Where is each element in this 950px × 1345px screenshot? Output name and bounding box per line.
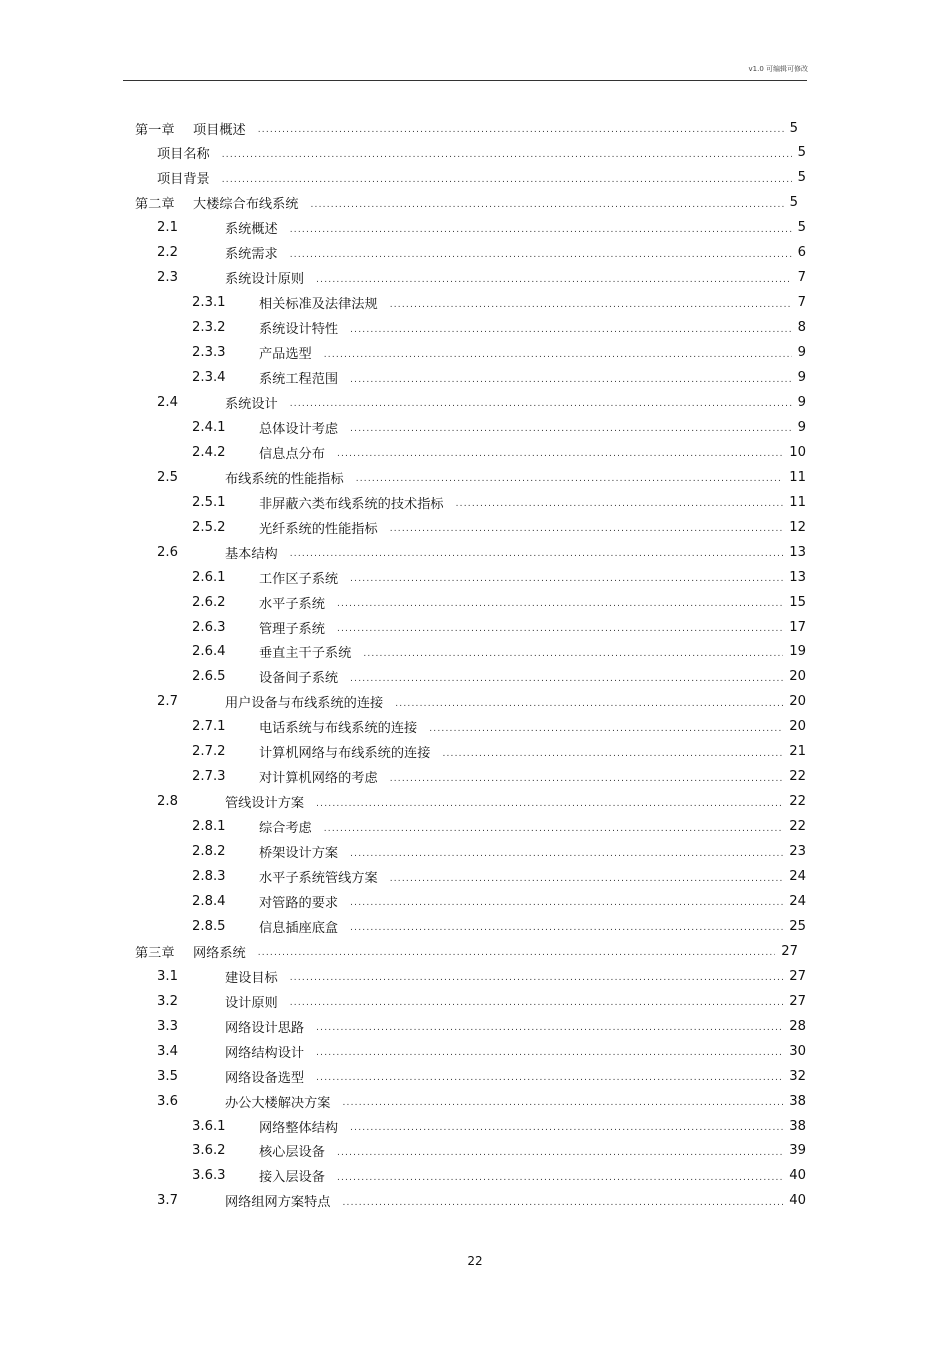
toc-entry-page: 12 [789, 519, 806, 535]
toc-entry-page: 9 [797, 394, 806, 410]
toc-entry-title: 总体设计考虑 [259, 421, 339, 437]
toc-dot-leader [429, 724, 783, 739]
toc-entry-page: 11 [789, 469, 806, 485]
toc-entry-page: 5 [789, 195, 798, 211]
toc-dot-leader [324, 350, 792, 365]
toc-entry-number: 第二章 [135, 197, 175, 213]
toc-entry[interactable] [192, 740, 806, 764]
toc-entry[interactable] [192, 840, 806, 864]
toc-entry-number: 2.6.3 [192, 619, 226, 635]
toc-entry[interactable] [157, 540, 806, 564]
toc-entry-number: 2.8.4 [192, 893, 226, 909]
toc-entry[interactable] [157, 1064, 806, 1088]
toc-entry[interactable] [192, 291, 806, 315]
toc-dot-leader [337, 1148, 783, 1163]
toc-entry[interactable] [157, 690, 806, 714]
toc-dot-leader [350, 424, 791, 439]
toc-entry-title: 工作区子系统 [259, 571, 339, 587]
toc-entry[interactable] [192, 615, 806, 639]
toc-dot-leader [390, 774, 784, 789]
toc-entry[interactable] [157, 390, 806, 414]
toc-entry-title: 桥架设计方案 [259, 846, 339, 862]
toc-dot-leader [442, 749, 783, 764]
toc-entry-page: 5 [789, 120, 798, 136]
toc-dot-leader [390, 300, 792, 315]
toc-entry[interactable] [192, 715, 806, 739]
toc-entry-title: 设备间子系统 [259, 671, 339, 687]
toc-entry[interactable] [157, 465, 806, 489]
toc-entry-title: 水平子系统 [259, 596, 325, 612]
toc-dot-leader [337, 449, 783, 464]
toc-entry-title: 网络组网方案特点 [225, 1195, 331, 1211]
toc-entry-page: 40 [789, 1193, 806, 1209]
toc-entry-page: 30 [789, 1043, 806, 1059]
toc-entry-page: 17 [789, 619, 806, 635]
toc-entry[interactable] [157, 989, 806, 1013]
toc-entry-title: 网络结构设计 [225, 1045, 305, 1061]
toc-dot-leader [350, 325, 791, 340]
toc-dot-leader [343, 1098, 784, 1113]
toc-entry-number: 2.3.2 [192, 320, 226, 336]
toc-dot-leader [290, 225, 792, 240]
toc-entry-number: 2.7.3 [192, 769, 226, 785]
toc-entry-number: 3.6.2 [192, 1143, 226, 1159]
toc-entry-title: 网络系统 [193, 945, 246, 961]
toc-entry-number: 2.2 [157, 245, 178, 261]
toc-entry[interactable] [157, 964, 806, 988]
toc-entry-title: 接入层设备 [259, 1170, 325, 1186]
toc-entry-number: 2.6.5 [192, 669, 226, 685]
toc-dot-leader [258, 125, 784, 140]
toc-entry[interactable] [192, 640, 806, 664]
toc-entry-page: 15 [789, 594, 806, 610]
toc-entry-page: 21 [789, 744, 806, 760]
toc-dot-leader [456, 499, 784, 514]
toc-dot-leader [350, 898, 783, 913]
toc-entry[interactable] [157, 1039, 806, 1063]
toc-entry-number: 2.7 [157, 694, 178, 710]
toc-entry-page: 22 [789, 819, 806, 835]
toc-entry-number: 2.6.2 [192, 594, 226, 610]
toc-entry-page: 8 [797, 320, 806, 336]
toc-entry-title: 建设目标 [225, 970, 278, 986]
toc-entry-number: 第一章 [135, 122, 175, 138]
toc-entry[interactable] [192, 590, 806, 614]
toc-entry-number: 2.7.2 [192, 744, 226, 760]
toc-entry-number: 3.5 [157, 1068, 178, 1084]
toc-entry[interactable] [192, 889, 806, 913]
toc-entry[interactable] [192, 515, 806, 539]
toc-entry-title: 用户设备与布线系统的连接 [225, 696, 384, 712]
toc-entry-number: 2.6 [157, 544, 178, 560]
toc-entry-page: 7 [797, 295, 806, 311]
toc-dot-leader [395, 699, 783, 714]
toc-dot-leader [337, 624, 783, 639]
toc-entry[interactable] [192, 765, 806, 789]
toc-entry-title: 非屏蔽六类布线系统的技术指标 [259, 496, 444, 512]
toc-entry-title: 对管路的要求 [259, 895, 339, 911]
toc-dot-leader [356, 474, 784, 489]
toc-entry-title: 系统工程范围 [259, 372, 339, 387]
toc-entry-number: 3.4 [157, 1043, 178, 1059]
toc-entry-page: 9 [797, 370, 806, 385]
toc-entry[interactable] [135, 191, 798, 215]
toc-dot-leader [337, 1173, 783, 1188]
toc-entry-number: 2.4.2 [192, 444, 226, 460]
toc-entry-number: 2.5.2 [192, 519, 226, 535]
toc-entry-number: 3.6.1 [192, 1118, 226, 1134]
toc-entry-number: 2.6.4 [192, 644, 226, 660]
toc-entry-page: 20 [789, 694, 806, 710]
toc-entry-title: 系统设计特性 [259, 322, 339, 338]
toc-entry[interactable] [192, 341, 806, 365]
toc-entry-page: 38 [789, 1093, 806, 1109]
toc-entry[interactable] [135, 939, 798, 963]
toc-entry-number: 2.8.2 [192, 844, 226, 860]
toc-dot-leader [350, 674, 783, 689]
toc-entry-title: 项目概述 [193, 122, 246, 138]
toc-dot-leader [316, 799, 783, 814]
toc-dot-leader [350, 574, 783, 589]
toc-entry-number: 3.6 [157, 1093, 178, 1109]
toc-dot-leader [350, 849, 783, 864]
toc-entry-page: 20 [789, 669, 806, 685]
toc-entry-page: 9 [797, 419, 806, 435]
toc-entry-number: 2.8.3 [192, 869, 226, 884]
toc-entry-page: 38 [789, 1118, 806, 1134]
toc-entry-number: 第三章 [135, 945, 175, 961]
toc-dot-leader [350, 923, 783, 938]
toc-entry-title: 系统需求 [225, 247, 278, 263]
toc-entry[interactable] [157, 141, 806, 165]
toc-entry[interactable] [192, 1139, 806, 1163]
toc-entry-title: 核心层设备 [259, 1145, 325, 1161]
toc-entry[interactable] [192, 565, 806, 589]
toc-dot-leader [350, 375, 791, 390]
toc-entry[interactable] [192, 440, 806, 464]
toc-entry-number: 2.6.1 [192, 569, 226, 585]
toc-entry-page: 25 [789, 918, 806, 934]
toc-entry-title: 系统设计 [225, 396, 278, 412]
toc-entry-page: 22 [789, 769, 806, 785]
toc-entry-page: 32 [789, 1068, 806, 1084]
toc-entry-number: 3.3 [157, 1018, 178, 1034]
toc-entry-page: 19 [789, 644, 806, 660]
toc-entry-title: 计算机网络与布线系统的连接 [259, 746, 431, 762]
toc-entry-number: 3.1 [157, 968, 178, 984]
toc-entry-page: 9 [797, 345, 806, 361]
toc-entry-number: 3.2 [157, 993, 178, 1009]
toc-entry-title: 网络设计思路 [225, 1020, 305, 1036]
toc-entry-page: 7 [797, 270, 806, 286]
toc-dot-leader [390, 874, 784, 889]
toc-dot-leader [222, 175, 792, 190]
toc-dot-leader [316, 1073, 783, 1088]
toc-entry-page: 27 [789, 968, 806, 984]
toc-entry-page: 39 [789, 1143, 806, 1159]
toc-dot-leader [324, 824, 783, 839]
toc-entry-page: 40 [789, 1168, 806, 1184]
toc-entry-number: 3.6.3 [192, 1168, 226, 1184]
toc-entry-title: 设计原则 [225, 995, 278, 1011]
toc-entry[interactable] [192, 665, 806, 689]
toc-dot-leader [363, 649, 783, 664]
toc-entry-page: 5 [797, 220, 806, 236]
toc-entry[interactable] [192, 815, 806, 839]
toc-entry-page: 27 [789, 993, 806, 1009]
header-rule [123, 80, 807, 81]
toc-entry[interactable] [157, 216, 806, 240]
toc-dot-leader [222, 150, 792, 165]
toc-entry[interactable] [157, 166, 806, 190]
toc-dot-leader [290, 973, 783, 988]
toc-entry-title: 信息插座底盒 [259, 920, 339, 936]
toc-dot-leader [316, 1048, 783, 1063]
toc-entry-number: 2.5.1 [192, 494, 226, 510]
toc-dot-leader [258, 948, 775, 963]
toc-entry-title: 办公大楼解决方案 [225, 1095, 331, 1111]
toc-dot-leader [311, 200, 784, 215]
toc-entry[interactable] [157, 1089, 806, 1113]
toc-entry-number: 3.7 [157, 1193, 178, 1209]
toc-entry[interactable] [157, 266, 806, 290]
toc-entry-page: 5 [797, 170, 806, 186]
toc-entry-title: 产品选型 [259, 347, 312, 363]
toc-entry[interactable] [192, 490, 806, 514]
toc-entry[interactable] [192, 1164, 806, 1188]
toc-entry-number: 2.3 [157, 270, 178, 286]
toc-entry-number: 2.8.5 [192, 918, 226, 934]
toc-entry[interactable] [192, 914, 806, 938]
toc-entry-title: 系统概述 [225, 222, 278, 238]
toc-entry[interactable] [157, 1189, 806, 1213]
toc-entry-title: 大楼综合布线系统 [193, 197, 299, 213]
toc-entry-title: 管理子系统 [259, 621, 325, 637]
toc-entry-page: 27 [781, 943, 798, 959]
toc-entry-title: 基本结构 [225, 546, 278, 562]
toc-entry-number: 2.3.4 [192, 370, 226, 385]
toc-entry[interactable] [192, 316, 806, 340]
toc-dot-leader [290, 998, 783, 1013]
toc-entry-title: 项目背景 [157, 172, 210, 188]
toc-dot-leader [316, 275, 791, 290]
toc-entry[interactable] [135, 116, 798, 140]
footer-page-number: 22 [467, 1254, 483, 1268]
toc-entry-number: 2.4.1 [192, 419, 226, 435]
toc-dot-leader [390, 524, 784, 539]
toc-entry-number: 2.3.1 [192, 295, 226, 311]
toc-dot-leader [290, 549, 783, 564]
toc-entry-title: 信息点分布 [259, 446, 325, 462]
toc-entry-number: 2.8 [157, 794, 178, 810]
toc-entry-page: 28 [789, 1018, 806, 1034]
toc-entry-number: 2.8.1 [192, 819, 226, 835]
toc-entry-title: 网络整体结构 [259, 1120, 339, 1136]
toc-entry-number: 2.5 [157, 469, 178, 485]
toc-entry-title: 综合考虑 [259, 821, 312, 837]
toc-entry-title: 网络设备选型 [225, 1070, 305, 1086]
header-note: v1.0 可编辑可修改 [748, 65, 808, 73]
toc-entry-page: 13 [789, 544, 806, 560]
toc-entry-title: 光纤系统的性能指标 [259, 521, 378, 537]
toc-entry-title: 项目名称 [157, 147, 210, 163]
toc-entry-title: 相关标准及法律法规 [259, 297, 378, 313]
toc-entry-title: 管线设计方案 [225, 796, 305, 812]
toc-entry-title: 电话系统与布线系统的连接 [259, 721, 418, 737]
toc-entry-title: 对计算机网络的考虑 [259, 771, 378, 787]
toc-entry-page: 10 [789, 444, 806, 460]
toc-entry-page: 11 [789, 494, 806, 510]
toc-entry[interactable] [192, 1114, 806, 1138]
toc-entry-number: 2.1 [157, 220, 178, 236]
toc-entry-page: 6 [797, 245, 806, 261]
toc-entry-page: 24 [789, 893, 806, 909]
toc-entry[interactable] [157, 241, 806, 265]
toc-entry-page: 20 [789, 719, 806, 735]
toc-entry-title: 系统设计原则 [225, 272, 305, 288]
toc-entry-page: 23 [789, 844, 806, 860]
toc-entry-number: 2.3.3 [192, 345, 226, 361]
toc-entry-number: 2.7.1 [192, 719, 226, 735]
toc-entry-title: 垂直主干子系统 [259, 646, 352, 662]
toc-entry[interactable] [192, 865, 806, 889]
toc-entry-title: 布线系统的性能指标 [225, 471, 344, 487]
toc-entry[interactable] [157, 790, 806, 814]
toc-dot-leader [350, 1123, 783, 1138]
toc-dot-leader [316, 1023, 783, 1038]
toc-entry-page: 5 [797, 145, 806, 161]
toc-entry-page: 13 [789, 569, 806, 585]
toc-entry[interactable] [157, 1014, 806, 1038]
toc-entry-page: 22 [789, 794, 806, 810]
toc-entry-page: 24 [789, 869, 806, 884]
toc-dot-leader [337, 599, 783, 614]
toc-entry-number: 2.4 [157, 394, 178, 410]
toc-dot-leader [343, 1198, 784, 1213]
toc-entry[interactable] [192, 415, 806, 439]
toc-entry-title: 水平子系统管线方案 [259, 871, 378, 886]
toc-dot-leader [290, 399, 792, 414]
toc-entry[interactable] [192, 366, 806, 390]
toc-dot-leader [290, 250, 792, 265]
